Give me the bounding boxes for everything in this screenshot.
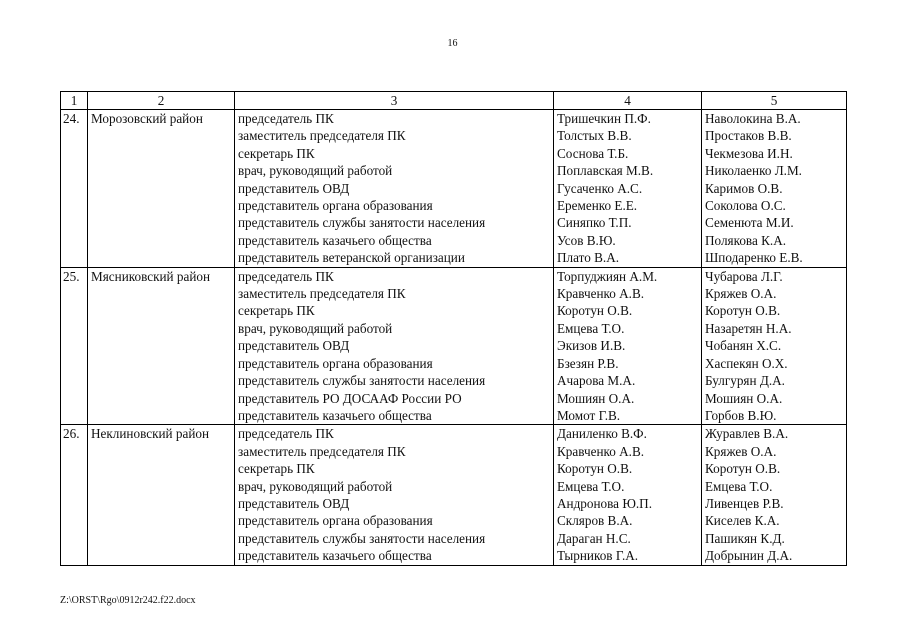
table-row (61, 110, 847, 268)
member-name: Коротун О.В. (557, 303, 633, 319)
commission-role: представитель казачьего общества (238, 407, 432, 423)
commission-role: представитель ОВД (238, 495, 350, 511)
commission-role: секретарь ПК (238, 145, 315, 161)
reserve-member-name: Соколова О.С. (705, 198, 786, 214)
commission-role: представитель РО ДОСААФ России РО (238, 390, 462, 406)
member-name: Кравченко А.В. (557, 443, 645, 459)
reserve-member-name: Кряжев О.А. (705, 443, 777, 459)
page-number: 16 (447, 38, 458, 49)
commission-role: представитель органа образования (238, 198, 433, 214)
table-header-row (61, 92, 847, 110)
commission-role: представитель ОВД (238, 180, 350, 196)
table-row (61, 425, 847, 565)
commission-role: врач, руководящий работой (238, 478, 393, 494)
commission-role: председатель ПК (238, 426, 334, 442)
commission-role: председатель ПК (238, 268, 334, 284)
district-name: Морозовский район (88, 110, 235, 268)
commission-role: врач, руководящий работой (238, 163, 393, 179)
row-number: 25. (61, 267, 88, 425)
roles-cell (235, 425, 554, 565)
member-name: Дараган Н.С. (557, 530, 631, 546)
member-name: Тырников Г.А. (557, 548, 639, 564)
commission-role: председатель ПК (238, 111, 334, 126)
reserve-member-name: Чекмезова И.Н. (705, 145, 793, 161)
reserve-member-name: Назаретян Н.А. (705, 320, 792, 336)
reserve-member-name: Николаенко Л.М. (705, 163, 802, 179)
commission-role: представитель ветеранской организации (238, 250, 465, 266)
reserve-cell (702, 425, 847, 565)
file-path-footer: Z:\ORST\Rgo\0912r242.f22.docx (60, 595, 196, 606)
reserve-member-name: Киселев К.А. (705, 513, 780, 529)
header-col-2: 2 (88, 92, 235, 110)
member-name: Емцева Т.О. (557, 478, 625, 494)
reserve-member-name: Семенюта М.И. (705, 215, 794, 231)
member-name: Тришечкин П.Ф. (557, 111, 651, 126)
district-name: Мясниковский район (88, 267, 235, 425)
members-cell (554, 110, 702, 268)
member-name: Коротун О.В. (557, 461, 633, 477)
member-name: Гусаченко А.С. (557, 180, 643, 196)
member-name: Емцева Т.О. (557, 320, 625, 336)
reserve-member-name: Простаков В.В. (705, 128, 792, 144)
header-col-3: 3 (235, 92, 554, 110)
member-name: Усов В.Ю. (557, 232, 616, 248)
roles-cell (235, 267, 554, 425)
reserve-member-name: Каримов О.В. (705, 180, 783, 196)
reserve-member-name: Коротун О.В. (705, 303, 781, 319)
commission-role: представитель казачьего общества (238, 548, 432, 564)
reserve-member-name: Пашикян К.Д. (705, 530, 785, 546)
reserve-member-name: Наволокина В.А. (705, 111, 801, 126)
reserve-member-name: Чобанян Х.С. (705, 338, 782, 354)
member-name: Андронова Ю.П. (557, 495, 653, 511)
member-name: Синяпко Т.П. (557, 215, 632, 231)
reserve-member-name: Полякова К.А. (705, 232, 787, 248)
reserve-member-name: Коротун О.В. (705, 461, 781, 477)
commission-role: представитель службы занятости населения (238, 530, 486, 546)
reserve-member-name: Кряжев О.А. (705, 286, 777, 302)
commission-role: заместитель председателя ПК (238, 286, 406, 302)
commission-role: заместитель председателя ПК (238, 443, 406, 459)
commission-role: представитель казачьего общества (238, 232, 432, 248)
reserve-member-name: Хаспекян О.Х. (705, 355, 788, 371)
commission-role: представитель органа образования (238, 513, 433, 529)
district-name: Неклиновский район (88, 425, 235, 565)
reserve-member-name: Булгурян Д.А. (705, 373, 785, 389)
member-name: Еременко Е.Е. (557, 198, 638, 214)
commission-role: представитель службы занятости населения (238, 215, 486, 231)
member-name: Даниленко В.Ф. (557, 426, 647, 442)
commission-role: представитель службы занятости населения (238, 373, 486, 389)
member-name: Соснова Т.Б. (557, 145, 629, 161)
reserve-member-name: Емцева Т.О. (705, 478, 773, 494)
roles-cell (235, 110, 554, 268)
member-name: Толстых В.В. (557, 128, 632, 144)
member-name: Бзезян Р.В. (557, 355, 619, 371)
row-number: 26. (61, 425, 88, 565)
members-cell (554, 425, 702, 565)
header-col-5: 5 (702, 92, 847, 110)
member-name: Торпуджиян А.М. (557, 268, 658, 284)
reserve-member-name: Чубарова Л.Г. (705, 268, 783, 284)
header-col-1: 1 (61, 92, 88, 110)
row-number: 24. (61, 110, 88, 268)
reserve-member-name: Добрынин Д.А. (705, 548, 793, 564)
commission-role: представитель ОВД (238, 338, 350, 354)
reserve-cell (702, 110, 847, 268)
member-name: Ачарова М.А. (557, 373, 636, 389)
member-name: Плато В.А. (557, 250, 620, 266)
member-name: Экизов И.В. (557, 338, 626, 354)
commission-role: секретарь ПК (238, 303, 315, 319)
table-row (61, 267, 847, 425)
commission-role: представитель органа образования (238, 355, 433, 371)
commission-role: врач, руководящий работой (238, 320, 393, 336)
member-name: Кравченко А.В. (557, 286, 645, 302)
header-col-4: 4 (554, 92, 702, 110)
member-name: Момот Г.В. (557, 407, 621, 423)
member-name: Мошиян О.А. (557, 390, 635, 406)
reserve-member-name: Горбов В.Ю. (705, 407, 777, 423)
reserve-member-name: Ливенцев Р.В. (705, 495, 784, 511)
reserve-member-name: Мошиян О.А. (705, 390, 783, 406)
commission-role: заместитель председателя ПК (238, 128, 406, 144)
reserve-member-name: Шподаренко Е.В. (705, 250, 803, 266)
reserve-cell (702, 267, 847, 425)
member-name: Поплавская М.В. (557, 163, 654, 179)
reserve-member-name: Журавлев В.А. (705, 426, 789, 442)
member-name: Скляров В.А. (557, 513, 633, 529)
commission-role: секретарь ПК (238, 461, 315, 477)
members-cell (554, 267, 702, 425)
commission-table (60, 91, 847, 566)
